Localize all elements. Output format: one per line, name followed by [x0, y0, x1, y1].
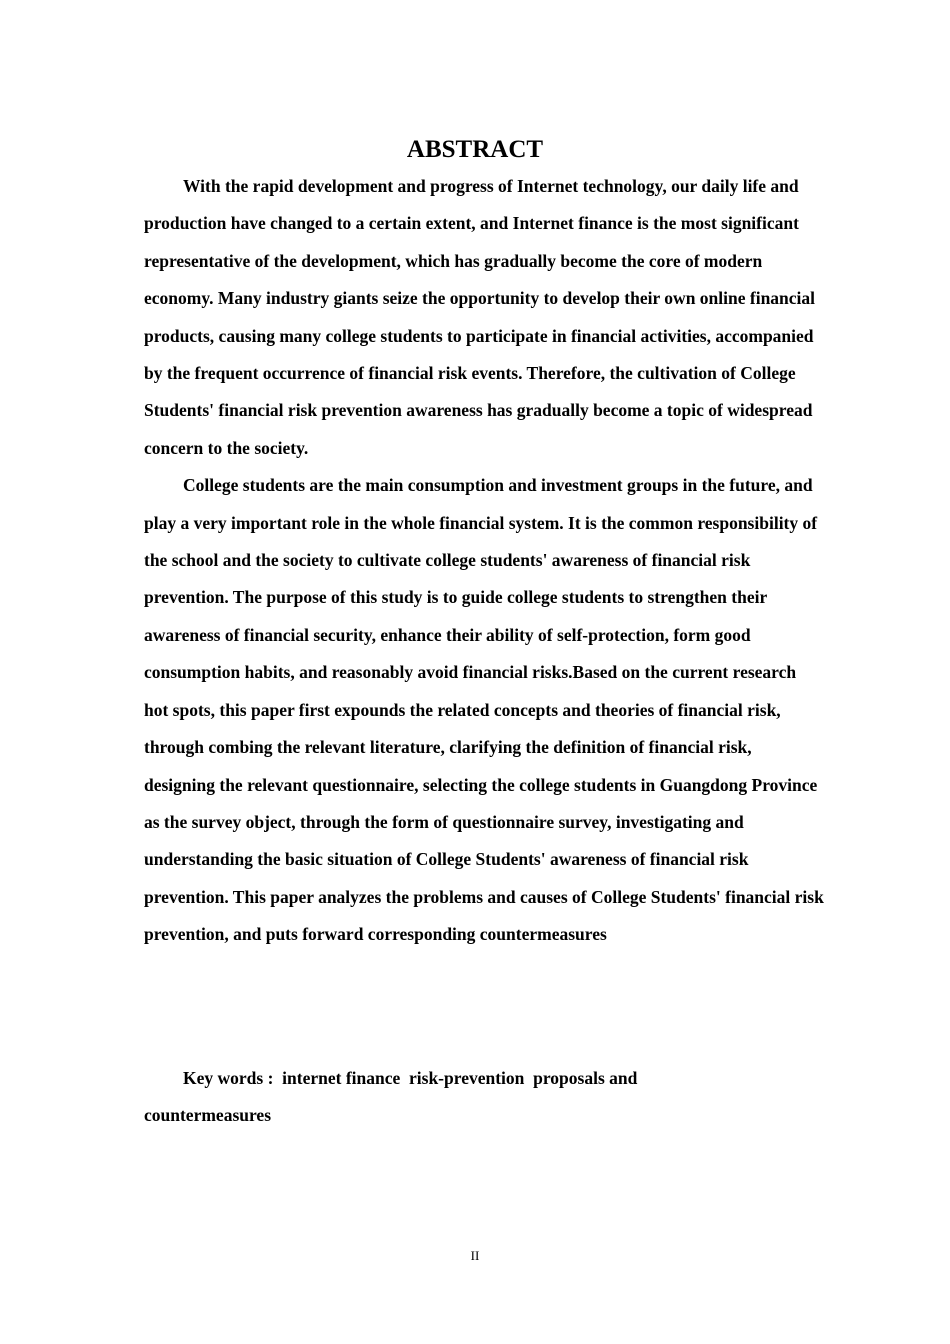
keywords-line: Key words : internet finance risk-prevention proposals and countermeasures [144, 1068, 642, 1126]
page-number: II [470, 1248, 480, 1263]
abstract-title: ABSTRACT [406, 136, 544, 163]
abstract-paragraph-2: College students are the main consumption and investment groups in the future, and play a very important role in the whole financial system. It is the common responsibility of the school and the society to cultivate college students' awareness of financial risk prevention. The purpose of this study is to guide college students to strengthen their awareness of financial security, enhance their ability of self-protection, form good consumption habits, and reasonably avoid financial risks.Based on the current research hot spots, this paper first expounds the related concepts and theories of financial risk, through combing the relevant literature, clarifying the definition of financial risk, designing the relevant questionnaire, selecting the college students in Guangdong Province as the survey object, through the form of questionnaire survey, investigating and understanding the basic situation of College Students' awareness of financial risk prevention. This paper analyzes the problems and causes of College Students' financial risk prevention, and puts forward corresponding countermeasures [144, 475, 824, 945]
abstract-body [144, 168, 824, 954]
abstract-paragraph-1: With the rapid development and progress of Internet technology, our daily life and production have changed to a certain extent, and Internet finance is the most significant representative of the development, which has gradually become the core of modern economy. Many industry giants seize the opportunity to develop their own online financial products, causing many college students to participate in financial activities, accompanied by the frequent occurrence of financial risk events. Therefore, the cultivation of College Students' financial risk prevention awareness has gradually become a topic of widespread concern to the society. [144, 176, 816, 458]
